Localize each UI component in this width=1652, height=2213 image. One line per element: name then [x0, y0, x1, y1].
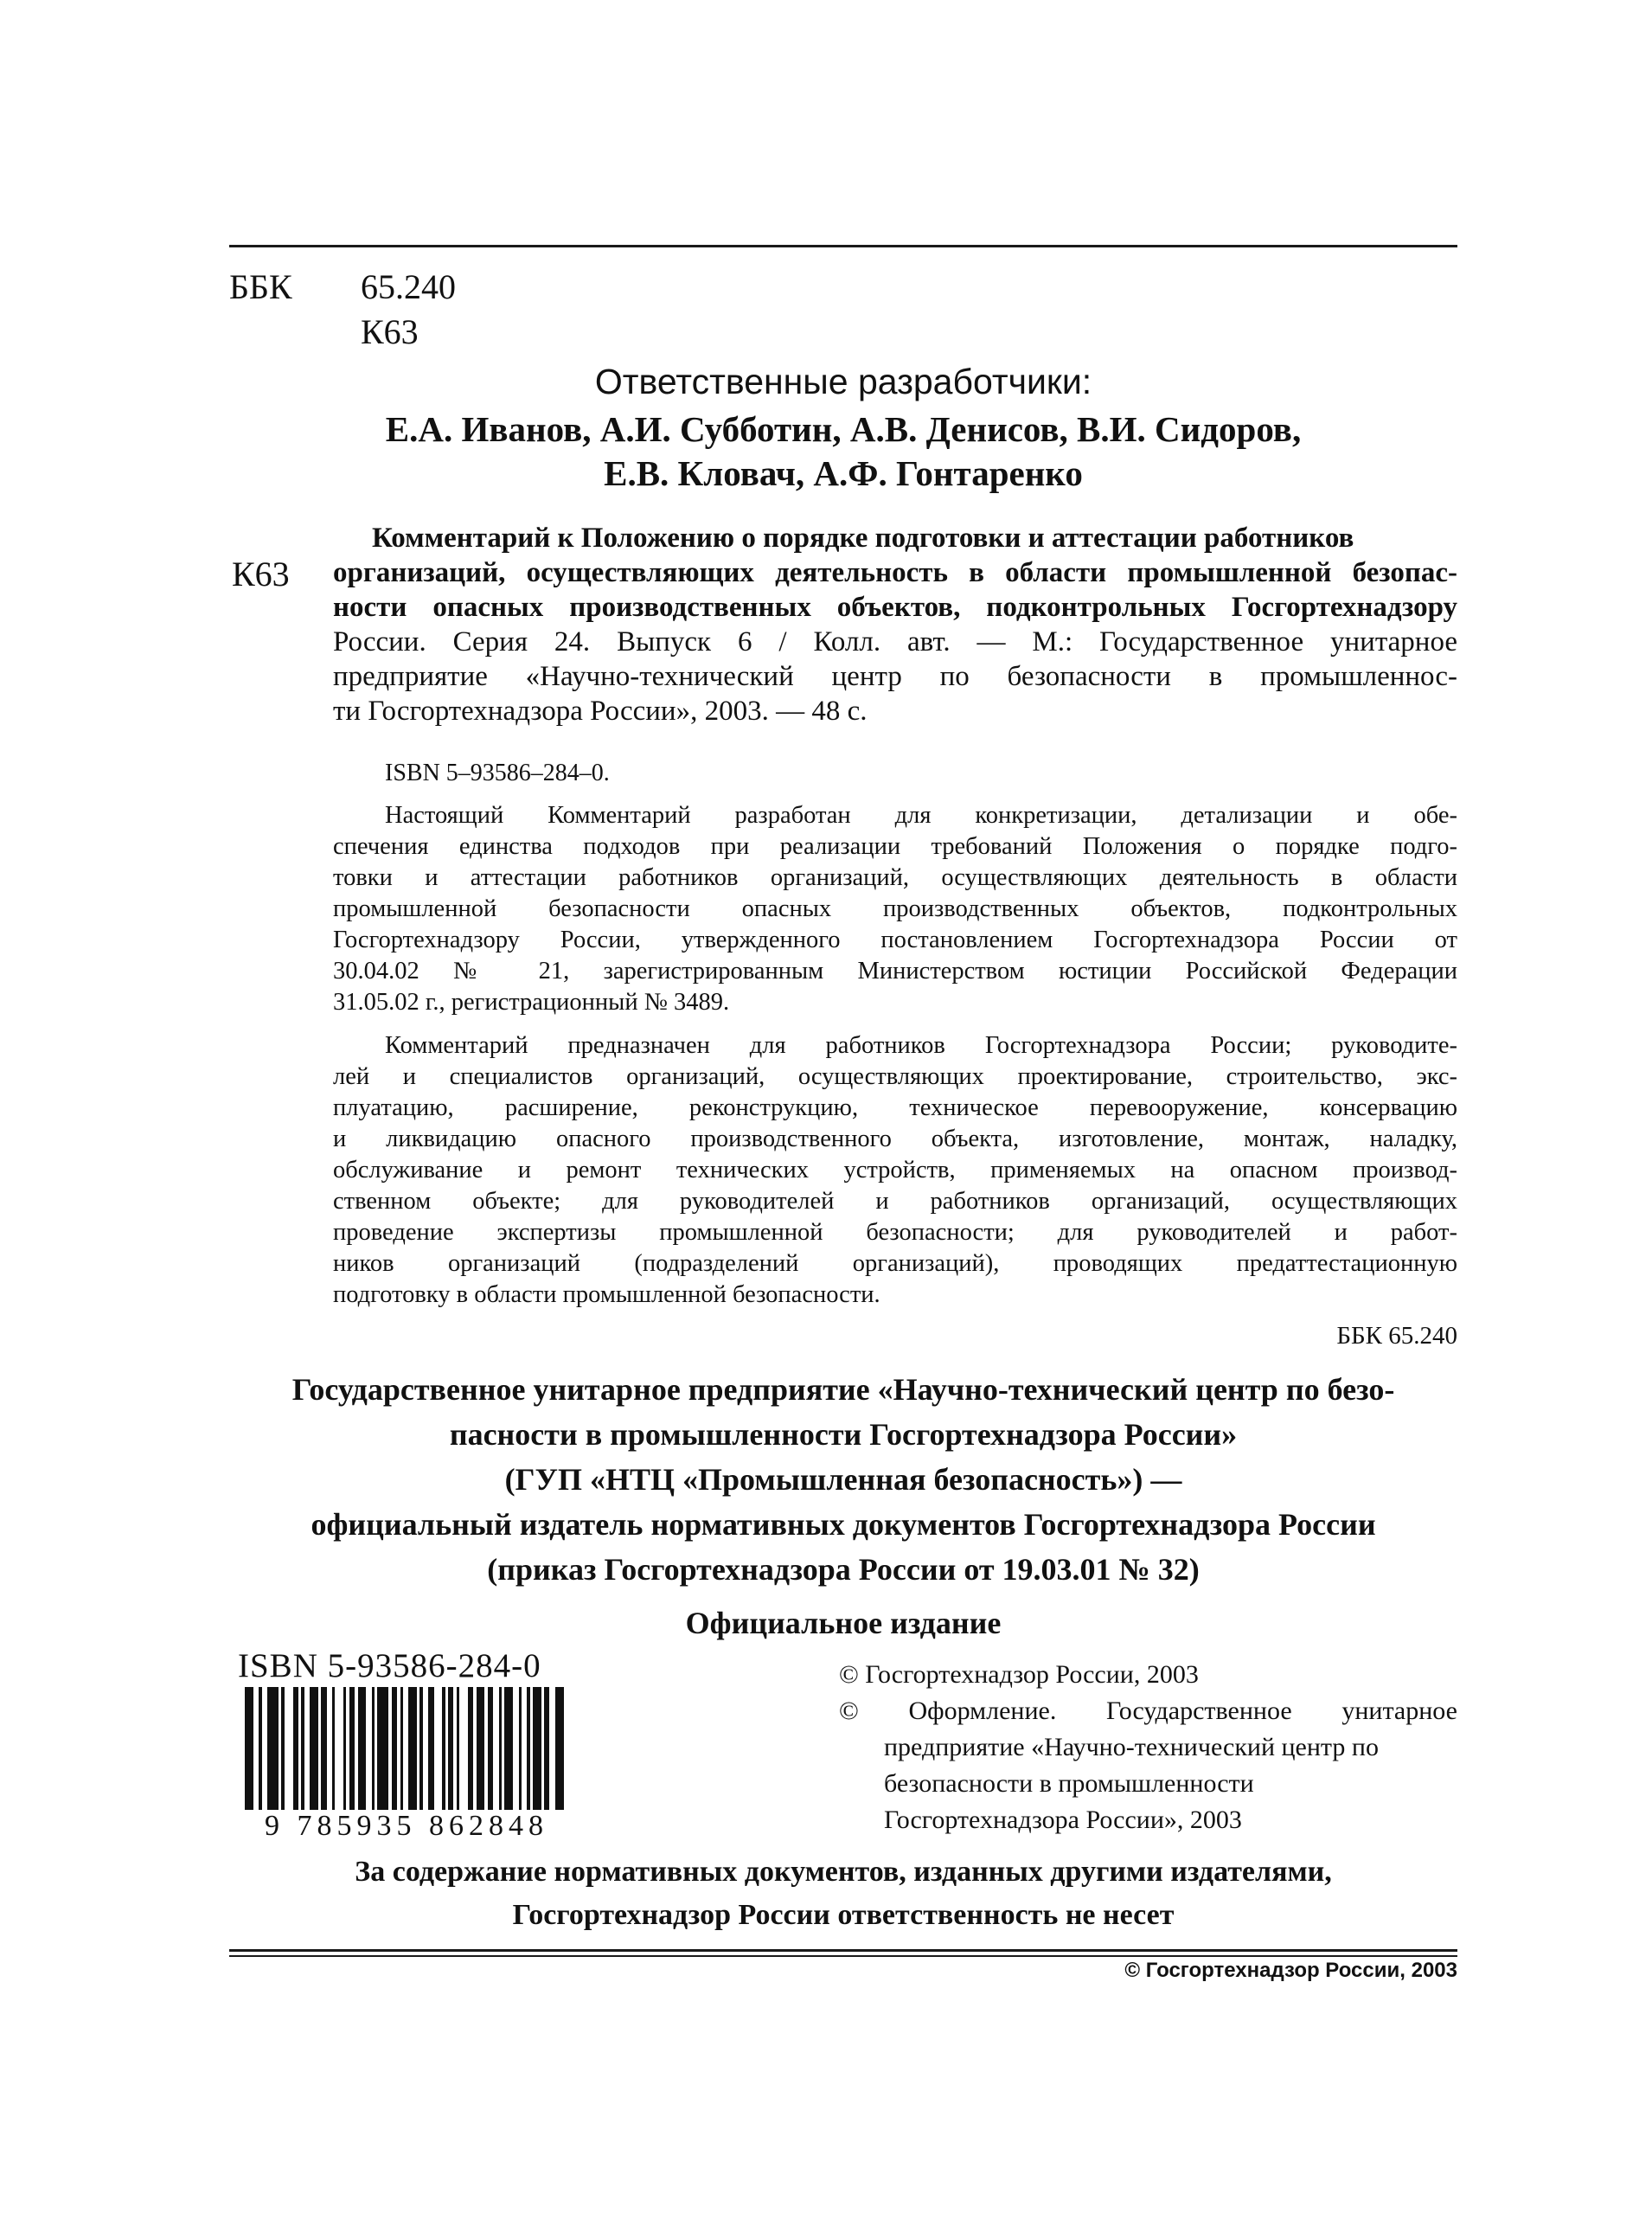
bib-isbn: ISBN 5–93586–284–0.: [385, 760, 610, 786]
bottom-rule-1: [229, 1949, 1457, 1952]
abstract-bbk-code: ББК 65.240: [1336, 1322, 1457, 1350]
copyright-line-1: © Госгортехнадзор России, 2003: [839, 1660, 1199, 1689]
barcode-bar: [488, 1687, 494, 1817]
abstract-2-line: проведение экспертизы промышленной безопасности; для руководителей и работ-: [333, 1219, 1457, 1246]
barcode-bar: [321, 1687, 327, 1817]
developers-names-2: Е.В. Кловач, А.Ф. Гонтаренко: [604, 453, 1083, 493]
barcode-bar: [400, 1687, 403, 1817]
bbk-label: ББК: [229, 267, 292, 306]
abstract-2-line: обслуживание и ремонт технических устройств, применяемых на опасном производ-: [333, 1157, 1457, 1183]
barcode-bar: [332, 1687, 335, 1817]
barcode-bar: [245, 1687, 253, 1817]
publisher-line: Государственное унитарное предприятие «Научно-технический центр по безо-: [291, 1372, 1395, 1407]
barcode-image: [245, 1687, 567, 1817]
bbk-code: 65.240: [361, 267, 456, 306]
bib-line-6: ти Госгортехнадзора России», 2003. — 48 с.: [333, 696, 868, 727]
barcode-bar: [293, 1687, 299, 1817]
bib-line-1: Комментарий к Положению о порядке подготовки и аттестации работников: [372, 523, 1354, 554]
abstract-1-line: промышленной безопасности опасных производственных объектов, подконтрольных: [333, 895, 1457, 922]
copyright-line-4: безопасности в промышленности: [884, 1769, 1254, 1798]
abstract-2-line: ственном объекте; для руководителей и работников организаций, осуществляющих: [333, 1188, 1457, 1215]
abstract-2-line: ников организаций (подразделений организаций), проводящих предаттестационную: [333, 1250, 1457, 1277]
publisher-statement: [229, 1367, 1457, 1592]
barcode-bar: [519, 1687, 522, 1817]
publisher-line: (приказ Госгортехнадзора России от 19.03.01 № 32): [487, 1552, 1200, 1587]
developers-names-1: Е.А. Иванов, А.И. Субботин, А.В. Денисов, В.И. Сидоров,: [385, 409, 1302, 449]
disclaimer-line-2: Госгортехнадзор России ответственность не несет: [512, 1899, 1175, 1931]
top-rule: [229, 245, 1457, 247]
publisher-line: (ГУП «НТЦ «Промышленная безопасность») —: [504, 1462, 1182, 1497]
barcode-digits: 9 785935 862848: [238, 1810, 575, 1843]
copyright-line-5: Госгортехнадзора России», 2003: [884, 1806, 1242, 1834]
publisher-line: пасности в промышленности Госгортехнадзора России»: [449, 1417, 1238, 1452]
publisher-line: официальный издатель нормативных документов Госгортехнадзора России: [311, 1507, 1376, 1542]
barcode-bar: [259, 1687, 261, 1817]
bib-line-2: организаций, осуществляющих деятельность в области промышленной безопас-: [333, 557, 1457, 588]
abstract-1-line: товки и аттестации работников организаций, осуществляющих деятельность в области: [333, 864, 1457, 891]
abstract-2-line: Комментарий предназначен для работников Госгортехнадзора России; руководите-: [385, 1032, 1457, 1059]
barcode-bar: [448, 1687, 454, 1817]
abstract-2-line: и ликвидацию опасного производственного объекта, изготовление, монтаж, наладку,: [333, 1126, 1457, 1152]
barcode-bar: [408, 1687, 417, 1817]
barcode-bar: [281, 1687, 284, 1817]
official-edition: Официальное издание: [685, 1606, 1002, 1640]
barcode-bar: [555, 1687, 564, 1817]
abstract-2-line: плуатацию, расширение, реконструкцию, техническое перевооружение, консервацию: [333, 1094, 1457, 1121]
barcode-bar: [468, 1687, 474, 1817]
abstract-1-line: 31.05.02 г., регистрационный № 3489.: [333, 989, 730, 1016]
barcode-bar: [349, 1687, 355, 1817]
barcode-bar: [310, 1687, 318, 1817]
bottom-rule-2: [229, 1955, 1457, 1957]
abstract-1-line: Госгортехнадзору России, утвержденного постановлением Госгортехнадзора России от: [333, 927, 1457, 953]
bib-line-4: России. Серия 24. Выпуск 6 / Колл. авт. — М.: Государственное унитарное: [333, 626, 1457, 657]
barcode-bar: [499, 1687, 502, 1817]
barcode-bar: [343, 1687, 346, 1817]
copyright-line-2: © Оформление. Государственное унитарное: [839, 1697, 1457, 1725]
abstract-1-line: Настоящий Комментарий разработан для конкретизации, детализации и обе-: [385, 802, 1457, 829]
bib-line-5: предприятие «Научно-технический центр по безопасности в промышленнос-: [333, 661, 1457, 692]
barcode-bar: [477, 1687, 485, 1817]
barcode-bar: [457, 1687, 459, 1817]
barcode-bar: [419, 1687, 422, 1817]
barcode-bar: [377, 1687, 388, 1817]
abstract-1-line: спечения единства подходов при реализации требований Положения о порядке подго-: [333, 833, 1457, 860]
barcode-bar: [527, 1687, 529, 1817]
barcode-bar: [504, 1687, 513, 1817]
copyright-block: [839, 1657, 1457, 1838]
barcode-bar: [442, 1687, 445, 1817]
barcode-bar: [301, 1687, 304, 1817]
abstract-1-line: 30.04.02 № 21, зарегистрированным Министерством юстиции Российской Федерации: [333, 958, 1457, 985]
barcode-bar: [358, 1687, 367, 1817]
barcode-bar: [544, 1687, 550, 1817]
copyright-line-3: предприятие «Научно-технический центр по: [884, 1733, 1379, 1761]
abstract-2-line: подготовку в области промышленной безопасности.: [333, 1281, 880, 1308]
barcode-bar: [372, 1687, 375, 1817]
abstract-paragraph-1: [333, 800, 1457, 1018]
bib-line-3: ности опасных производственных объектов, подконтрольных Госгортехнадзору: [333, 592, 1457, 623]
abstract-paragraph-2: [333, 1030, 1457, 1311]
abstract-2-line: лей и специалистов организаций, осуществляющих проектирование, строительство, экс-: [333, 1063, 1457, 1090]
barcode-bar: [392, 1687, 398, 1817]
author-mark: К63: [361, 312, 419, 351]
isbn-label: ISBN 5-93586-284-0: [238, 1647, 541, 1684]
bibliography-mark: К63: [232, 555, 290, 593]
barcode-bar: [533, 1687, 541, 1817]
barcode-bar: [428, 1687, 434, 1817]
disclaimer-line-1: За содержание нормативных документов, изданных другими издателями,: [355, 1856, 1332, 1888]
barcode-bar: [267, 1687, 279, 1817]
developers-heading: Ответственные разработчики:: [594, 362, 1092, 401]
bibliographic-entry: [333, 521, 1457, 728]
footer-copyright: © Госгортехнадзор России, 2003: [1124, 1959, 1457, 1982]
